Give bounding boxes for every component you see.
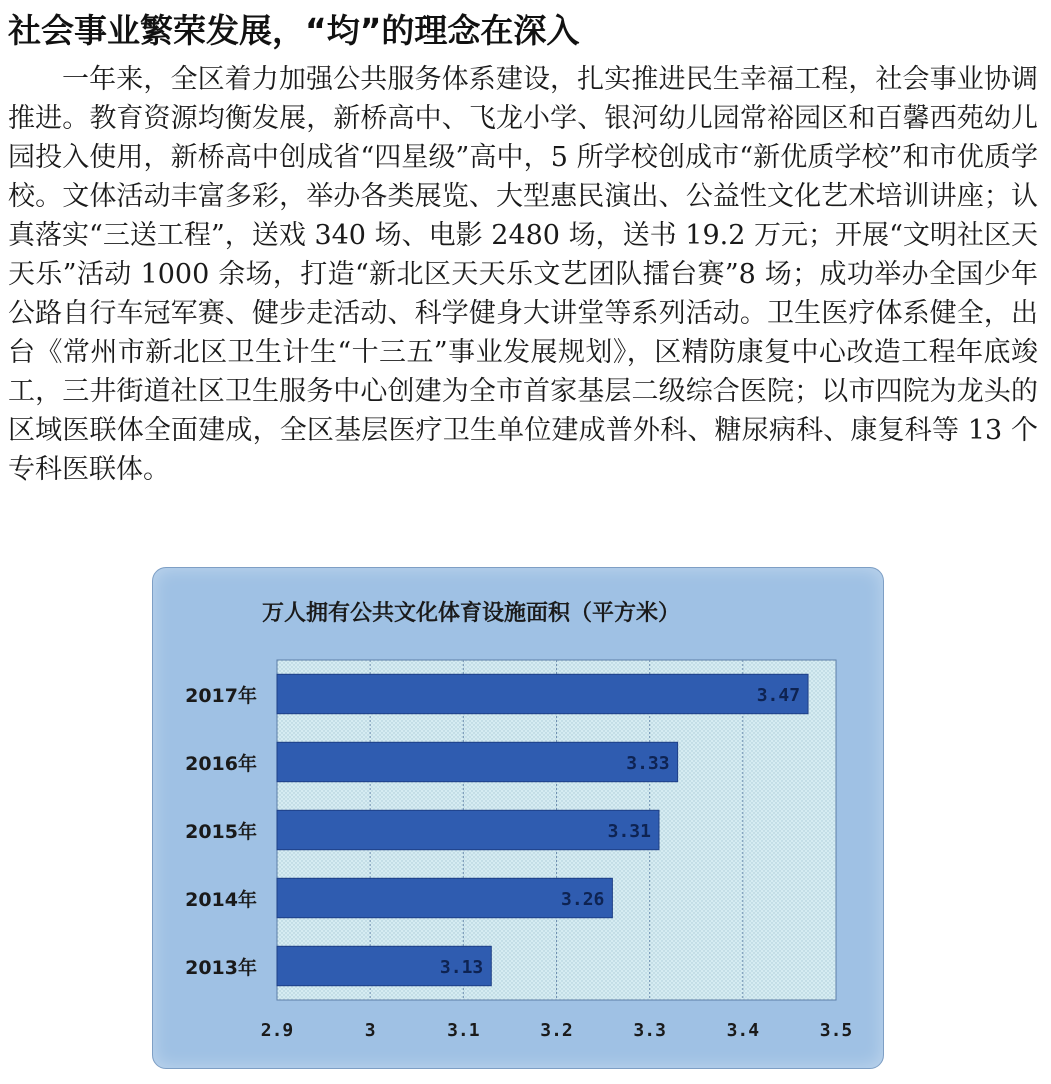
- body-paragraph: 一年来，全区着力加强公共服务体系建设，扎实推进民生幸福工程，社会事业协调推进。教育资源均衡发展，新桥高中、飞龙小学、银河幼儿园常裕园区和百馨西苑幼儿园投入使用，新桥高中创成省“四星级”高中，5 所学校创成市“新优质学校”和市优质学校。文体活动丰富多彩，举办各类展览、大型惠民演出、公益性文化艺术培训讲座；认真落实“三送工程”，送戏 340 场、电影 2480 场，送书 19.2 万元；开展“文明社区天天乐”活动 1000 余场，打造“新北区天天乐文艺团队擂台赛”8 场；成功举办全国少年公路自行车冠军赛、健步走活动、科学健身大讲堂等系列活动。卫生医疗体系健全，出台《常州市新北区卫生计生“十三五”事业发展规划》，区精防康复中心改造工程年底竣工，三井街道社区卫生服务中心创建为全市首家基层二级综合医院；以市四院为龙头的区域医联体全面建成，全区基层医疗卫生单位建成普外科、糖尿病科、康复科等 13 个专科医联体。: [8, 64, 1038, 485]
- value-label: 3.26: [561, 889, 605, 910]
- bar-2015年: [277, 810, 659, 849]
- category-label: 2014年: [185, 889, 257, 911]
- value-label: 3.47: [756, 685, 801, 706]
- bar-chart: [153, 568, 883, 1068]
- bar-2017年: [277, 674, 808, 713]
- category-label: 2015年: [185, 821, 257, 843]
- bar-chart-panel: [152, 567, 884, 1069]
- x-tick-label: 3.1: [447, 1020, 480, 1041]
- category-label: 2013年: [185, 957, 257, 979]
- x-tick-label: 3.2: [540, 1020, 573, 1041]
- bar-2016年: [277, 742, 678, 781]
- x-tick-label: 3: [364, 1020, 376, 1041]
- section-heading: 社会事业繁荣发展，“均”的理念在深入: [8, 11, 580, 50]
- value-label: 3.31: [607, 821, 651, 842]
- x-tick-label: 2.9: [260, 1020, 294, 1041]
- category-label: 2016年: [185, 753, 257, 775]
- x-tick-label: 3.4: [726, 1020, 760, 1041]
- value-label: 3.33: [626, 753, 670, 774]
- x-tick-label: 3.3: [633, 1020, 666, 1041]
- value-label: 3.13: [439, 957, 484, 978]
- x-tick-label: 3.5: [819, 1020, 853, 1041]
- chart-title: 万人拥有公共文化体育设施面积（平方米）: [261, 601, 681, 626]
- category-label: 2017年: [185, 685, 257, 707]
